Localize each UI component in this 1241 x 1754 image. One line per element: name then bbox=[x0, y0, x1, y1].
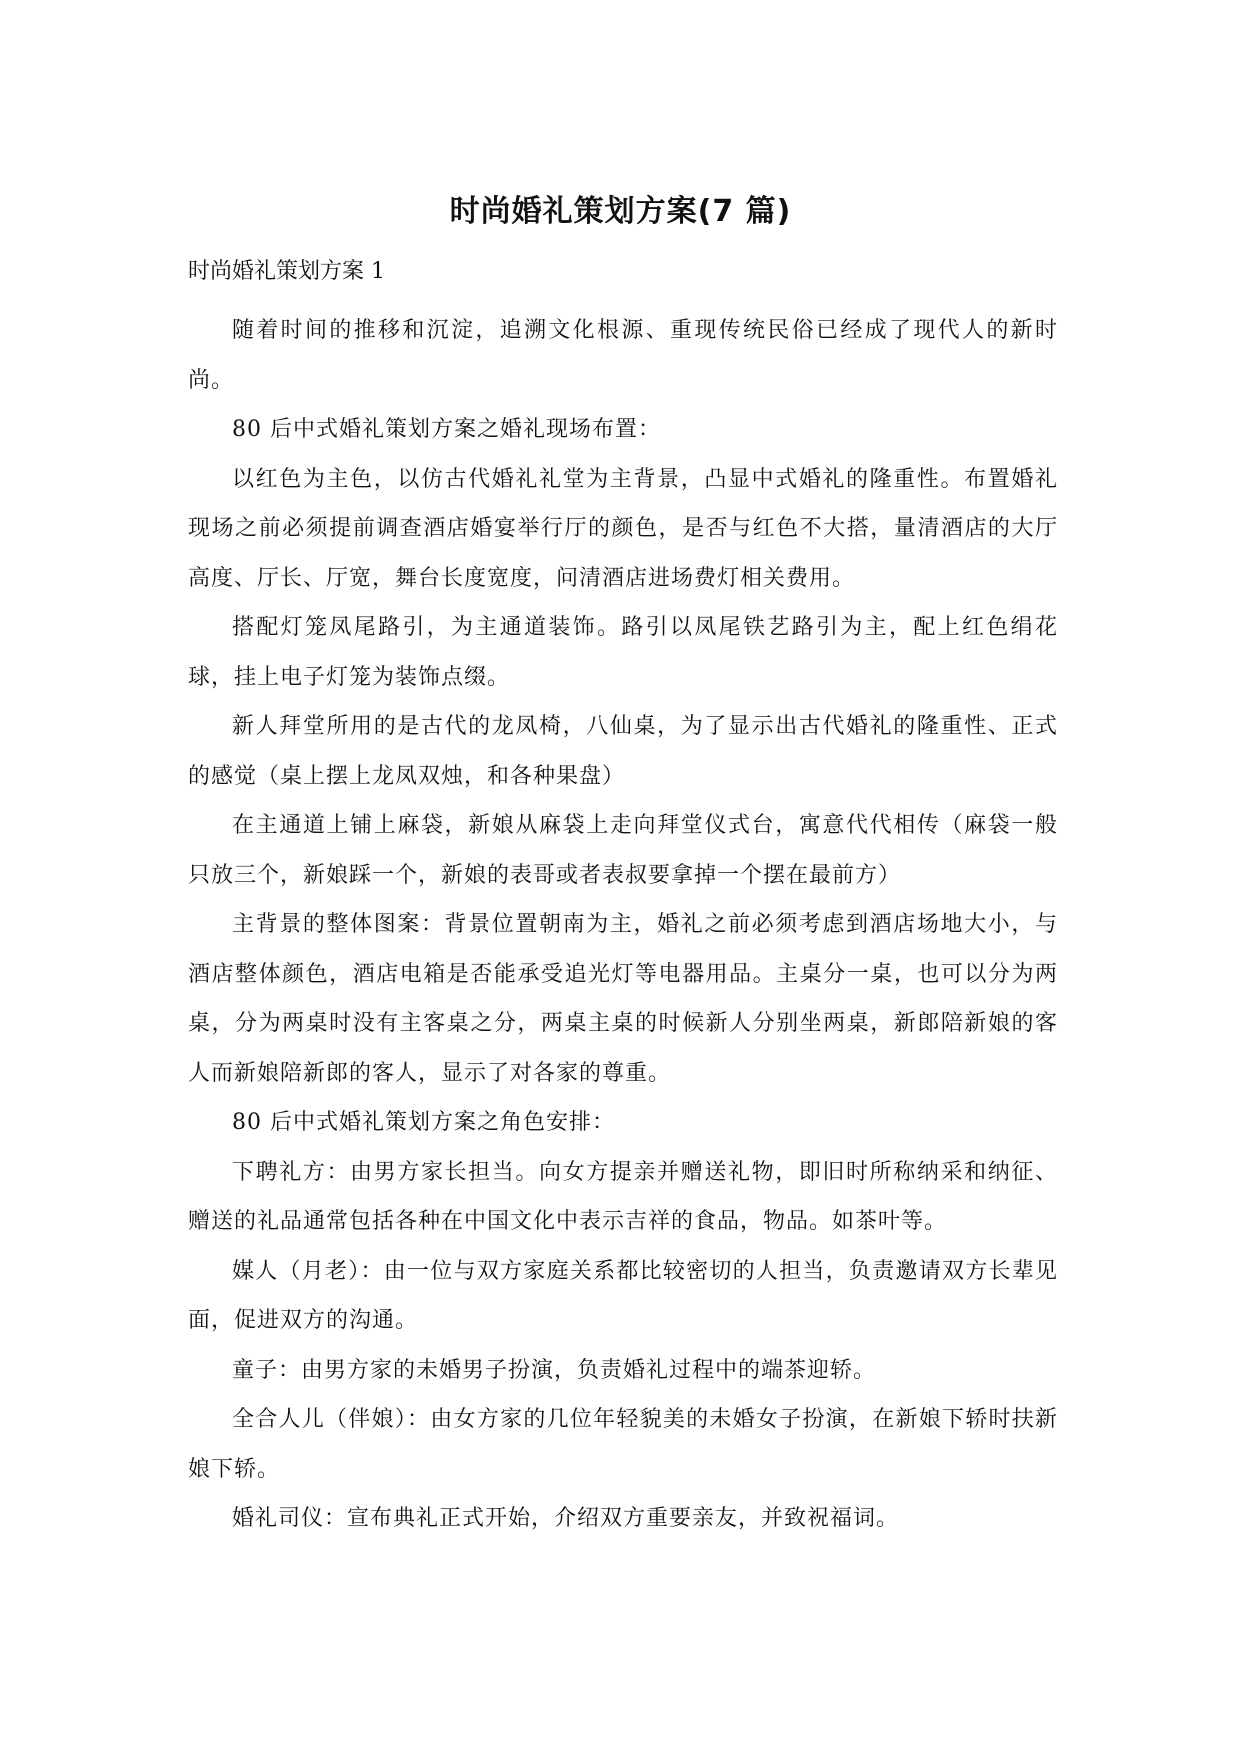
paragraph-matchmaker: 媒人（月老）：由一位与双方家庭关系都比较密切的人担当，负责邀请双方长辈见面，促进双方的沟通。 bbox=[188, 1258, 1058, 1333]
paragraph-color-scheme: 以红色为主色，以仿古代婚礼礼堂为主背景，凸显中式婚礼的隆重性。布置婚礼现场之前必须提前调查酒店婚宴举行厅的颜色，是否与红色不大搭，量清酒店的大厅高度、厅长、厅宽，舞台长度宽度，问清酒店进场费灯相关费用。 bbox=[188, 466, 1058, 591]
paragraph-page-boy: 童子：由男方家的未婚男子扮演，负责婚礼过程中的端茶迎轿。 bbox=[232, 1357, 877, 1383]
paragraph-venue-heading: 80 后中式婚礼策划方案之婚礼现场布置： bbox=[232, 417, 661, 442]
paragraph-dragon-chairs: 新人拜堂所用的是古代的龙凤椅，八仙桌，为了显示出古代婚礼的隆重性、正式的感觉（桌上摆上龙凤双烛，和各种果盘） bbox=[188, 714, 1058, 789]
paragraph-emcee: 婚礼司仪：宣布典礼正式开始，介绍双方重要亲友，并致祝福词。 bbox=[232, 1506, 900, 1531]
paragraph-intro: 随着时间的推移和沉淀，追溯文化根源、重现传统民俗已经成了现代人的新时尚。 bbox=[188, 318, 1058, 393]
paragraph-sacks: 在主通道上铺上麻袋，新娘从麻袋上走向拜堂仪式台，寓意代代相传（麻袋一般只放三个，新娘踩一个，新娘的表哥或者表叔要拿掉一个摆在最前方） bbox=[188, 813, 1058, 888]
paragraph-lantern-path: 搭配灯笼凤尾路引，为主通道装饰。路引以凤尾铁艺路引为主，配上红色绢花球，挂上电子灯笼为装饰点缀。 bbox=[188, 615, 1058, 690]
paragraph-roles-heading: 80 后中式婚礼策划方案之角色安排： bbox=[232, 1110, 615, 1135]
document-title: 时尚婚礼策划方案(7 篇) bbox=[449, 194, 792, 229]
document-body bbox=[188, 256, 1058, 1544]
paragraph-betrothal: 下聘礼方：由男方家长担当。向女方提亲并赠送礼物，即旧时所称纳采和纳征、赠送的礼品通常包括各种在中国文化中表示吉祥的食品，物品。如茶叶等。 bbox=[188, 1159, 1058, 1234]
paragraph-bridesmaids: 全合人儿（伴娘）：由女方家的几位年轻貌美的未婚女子扮演，在新娘下轿时扶新娘下轿。 bbox=[188, 1407, 1058, 1482]
section-heading: 时尚婚礼策划方案 1 bbox=[188, 259, 385, 284]
paragraph-backdrop: 主背景的整体图案：背景位置朝南为主，婚礼之前必须考虑到酒店场地大小，与酒店整体颜色，酒店电箱是否能承受追光灯等电器用品。主桌分一桌，也可以分为两桌，分为两桌时没有主客桌之分，两桌主桌的时候新人分别坐两桌，新郎陪新娘的客人而新娘陪新郎的客人，显示了对各家的尊重。 bbox=[188, 912, 1058, 1086]
